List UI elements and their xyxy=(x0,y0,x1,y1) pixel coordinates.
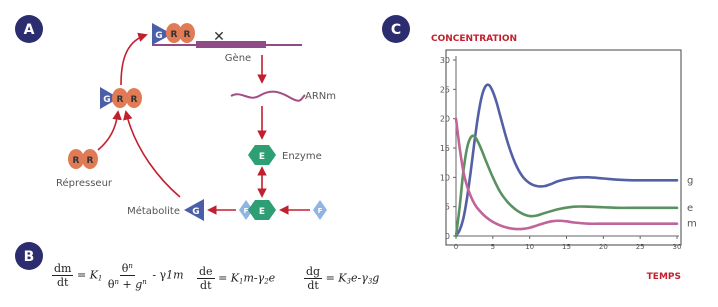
x-tick-label: 15 xyxy=(562,243,571,251)
chart-ylabel: CONCENTRATION xyxy=(431,34,518,44)
series-label-e: e xyxy=(687,202,694,214)
x-tick-label: 20 xyxy=(598,243,608,251)
svg-text:R: R xyxy=(72,156,80,166)
y-tick-label: 0 xyxy=(444,232,450,241)
x-tick-label: 5 xyxy=(490,243,496,251)
free-complex xyxy=(100,87,142,109)
svg-text:E: E xyxy=(258,207,266,217)
arrow-repressor-to-complex xyxy=(98,112,118,150)
svg-text:F: F xyxy=(317,207,323,215)
metabolite-label: Métabolite xyxy=(127,206,180,217)
svg-text:R: R xyxy=(86,156,94,166)
mrna-strand xyxy=(231,92,305,101)
equation-dm: $\frac{dm}{dt}$ = $K_1$ $\frac{\theta^n}{\theta^n + g^n}$ - γ1m xyxy=(54,262,184,291)
enzyme-hexagon xyxy=(248,145,276,165)
svg-text:G: G xyxy=(155,31,163,41)
y-tick-label: 30 xyxy=(439,56,450,65)
panel-a-badge xyxy=(15,15,43,43)
series-line-m xyxy=(456,119,677,229)
gene-label: Gène xyxy=(224,53,252,64)
y-tick-label: 10 xyxy=(439,173,450,183)
arrow-complex-to-gene xyxy=(121,35,146,85)
x-tick-label: 10 xyxy=(525,243,535,251)
svg-text:A: A xyxy=(23,22,35,38)
y-tick-label: 5 xyxy=(444,202,450,212)
svg-text:E: E xyxy=(258,152,266,162)
y-tick-label: 15 xyxy=(439,144,450,153)
svg-text:G: G xyxy=(192,207,200,217)
equation-dg: $\frac{dg}{dt}$ = $K_3e-\gamma_3g$ xyxy=(306,265,380,292)
f-e-complex xyxy=(239,200,276,220)
svg-text:R: R xyxy=(130,95,138,105)
gene-bar xyxy=(196,41,266,48)
svg-text:G: G xyxy=(103,95,111,105)
svg-text:B: B xyxy=(23,249,35,265)
svg-text:R: R xyxy=(183,30,191,40)
mrna-label: ARNm xyxy=(305,91,337,102)
chart-plot xyxy=(440,56,697,251)
series-line-g xyxy=(456,85,677,236)
series-label-g: g xyxy=(687,175,694,187)
repressor xyxy=(68,149,98,169)
f-diamond-free xyxy=(313,200,327,220)
svg-text:R: R xyxy=(170,30,178,40)
arrow-metabolite-to-complex xyxy=(126,112,180,197)
x-tick-label: 30 xyxy=(672,243,682,251)
svg-text:F: F xyxy=(243,207,249,215)
panel-b-badge xyxy=(15,242,43,270)
bound-complex xyxy=(152,23,195,45)
chart-xlabel: TEMPS xyxy=(646,272,681,282)
svg-text:C: C xyxy=(390,22,402,38)
panel-c-badge xyxy=(382,15,410,43)
series-label-m: m xyxy=(687,218,697,230)
equation-de: $\frac{de}{dt}$ = $K_1m-\gamma_2e$ xyxy=(199,265,276,292)
svg-text:R: R xyxy=(116,95,124,105)
x-tick-label: 0 xyxy=(453,243,459,251)
enzyme-label: Enzyme xyxy=(282,151,322,162)
repressor-label: Répresseur xyxy=(55,178,113,189)
x-tick-label: 25 xyxy=(635,243,645,251)
block-mark: ✕ xyxy=(213,29,225,45)
y-tick-label: 25 xyxy=(439,85,450,95)
y-tick-label: 20 xyxy=(439,114,450,124)
